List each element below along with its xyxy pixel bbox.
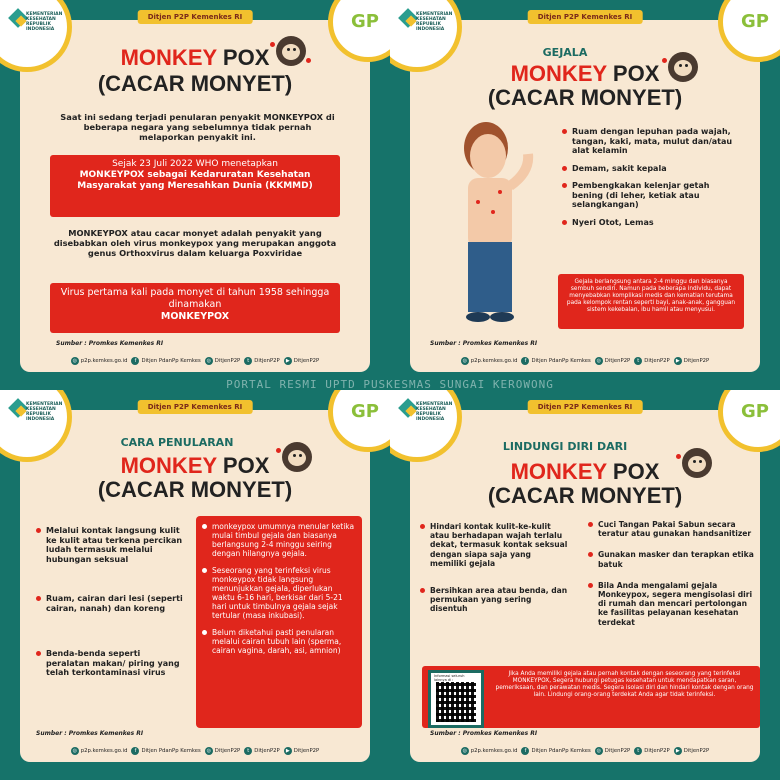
ditjen-tag: Ditjen P2P Kemenkes RI	[138, 400, 253, 414]
transmission-item: Melalui kontak langsung kulit ke kulit atau terkena percikan ludah termasuk melalui hubungan seksual	[36, 526, 186, 564]
title-line2: (CACAR MONYET)	[97, 477, 293, 502]
twitter-icon: t	[244, 747, 252, 755]
title-line2: (CACAR MONYET)	[97, 71, 293, 96]
qr-label: Informasi seluruh lainnya di :	[434, 674, 465, 682]
symptom-item: Pembengkakan kelenjar getah bening (di leher, ketiak atau selangkangan)	[562, 181, 742, 210]
ministry-logo-text: KEMENTERIAN KESEHATAN REPUBLIK INDONESIA	[416, 12, 453, 32]
prevention-item: Cuci Tangan Pakai Sabun secara teratur atau gunakan handsanitizer	[588, 520, 756, 538]
source-note: Sumber : Promkes Kemenkes RI	[430, 340, 538, 347]
ministry-logo-text: KEMENTERIAN KESEHATAN REPUBLIK INDONESIA	[416, 402, 453, 422]
twitter-icon: t	[634, 357, 642, 365]
sick-boy-illustration	[438, 112, 548, 327]
qr-code-icon	[436, 682, 476, 722]
footer-instagram[interactable]: ◎ DitjenP2P	[206, 748, 241, 754]
instagram-icon: ◎	[206, 748, 211, 754]
social-footer	[410, 350, 760, 372]
who-statement-box	[50, 155, 340, 217]
footer-facebook[interactable]: f Ditjen PdanPp Kemkes	[521, 357, 590, 365]
gp-icon: GP	[351, 401, 379, 422]
title-monkey: MONKEY	[510, 459, 607, 484]
footer-twitter[interactable]: t DitjenP2P	[634, 747, 669, 755]
panel-prevention	[390, 390, 780, 780]
history-text: Virus pertama kali pada monyet di tahun 1958 sehingga dinamakan	[60, 287, 330, 310]
twitter-icon: t	[244, 357, 252, 365]
web-icon: ◎	[462, 358, 467, 364]
prevention-item: Bersihkan area atau benda, dan permukaan yang sering disentuh	[420, 586, 570, 614]
section-subtitle: CARA PENULARAN	[120, 436, 234, 449]
symptom-duration-note: Gejala berlangsung antara 2-4 minggu dan biasanya sembuh sendiri. Namun pada beberapa individu, dapat menyebabkan komplikasi medis dan kematian terutama pada kelompok rentan seperti bayi, anak-anak, gangguan sistem kekebalan, ibu hamil atau menyusui.	[558, 274, 744, 329]
social-footer	[20, 350, 370, 372]
gp-icon: GP	[741, 401, 769, 422]
monkey-icon	[682, 448, 712, 478]
transmission-note: monkeypox umumnya menular ketika mulai timbul gejala dan biasanya berlangsung 2-4 minggu seiring dengan hilangnya gejala.	[202, 522, 356, 558]
contact-advice-box: Jika Anda memiliki gejala atau pernah kontak dengan seseorang yang terinfeksi MONKEYPOX, Segera hubungi petugas kesehatan untuk mendapatkan saran, pemeriksaan, dan perawatan medis. Segera isolasi diri dan hindari kontak dengan orang lain. Lindungi orang-orang terdekat Anda agar tidak terinfeksi.	[422, 666, 760, 728]
panel-transmission	[0, 390, 390, 780]
watermark: PORTAL RESMI UPTD PUSKESMAS SUNGAI KEROWONG	[226, 378, 554, 391]
facebook-icon: f	[131, 747, 139, 755]
footer-web[interactable]: ◎ p2p.kemkes.go.id	[462, 748, 518, 754]
prevention-list-left	[420, 522, 570, 622]
symptom-list	[562, 127, 742, 235]
source-note: Sumber : Promkes Kemenkes RI	[56, 340, 164, 347]
title-pox: POX	[222, 45, 270, 70]
prevention-list-right	[588, 520, 756, 635]
virus-dot	[676, 454, 681, 459]
transmission-item: Benda-benda seperti peralatan makan/ piring yang telah terkontaminasi virus	[36, 649, 186, 678]
panel-symptoms	[390, 0, 780, 390]
ministry-logo-text: KEMENTERIAN KESEHATAN REPUBLIK INDONESIA	[26, 12, 63, 32]
virus-dot	[306, 58, 311, 63]
footer-twitter[interactable]: t DitjenP2P	[244, 357, 279, 365]
web-icon: ◎	[72, 358, 77, 364]
source-note: Sumber : Promkes Kemenkes RI	[36, 730, 144, 737]
transmission-item: Ruam, cairan dari lesi (seperti cairan, nanah) dan koreng	[36, 594, 186, 613]
symptom-item: Nyeri Otot, Lemas	[562, 218, 742, 228]
qr-code-card[interactable]	[428, 670, 484, 728]
twitter-icon: t	[634, 747, 642, 755]
title-pox: POX	[612, 61, 660, 86]
page-title	[390, 460, 780, 484]
facebook-icon: f	[521, 357, 529, 365]
who-statement-date: Sejak 23 Juli 2022 WHO menetapkan	[112, 159, 278, 169]
gp-icon: GP	[351, 11, 379, 32]
instagram-icon: ◎	[596, 748, 601, 754]
instagram-icon: ◎	[206, 358, 211, 364]
prevention-item: Gunakan masker dan terapkan etika batuk	[588, 550, 756, 568]
footer-facebook[interactable]: f Ditjen PdanPp Kemkes	[131, 747, 200, 755]
virus-dot	[270, 42, 275, 47]
footer-web[interactable]: ◎ p2p.kemkes.go.id	[462, 358, 518, 364]
ditjen-tag: Ditjen P2P Kemenkes RI	[528, 10, 643, 24]
web-icon: ◎	[462, 748, 467, 754]
history-box	[50, 283, 340, 333]
transmission-note: Belum diketahui pasti penularan melalui cairan tubuh lain (sperma, cairan vagina, darah, asi, amnion)	[202, 628, 356, 655]
instagram-icon: ◎	[596, 358, 601, 364]
transmission-list-right	[196, 516, 362, 728]
web-icon: ◎	[72, 748, 77, 754]
section-subtitle: GEJALA	[542, 46, 588, 59]
prevention-item: Hindari kontak kulit-ke-kulit atau berhadapan wajah terlalu dekat, termasuk kontak seksual dengan siapa saja yang memiliki gejala	[420, 522, 570, 568]
footer-youtube[interactable]: ▶ DitjenP2P	[284, 357, 319, 365]
footer-instagram[interactable]: ◎ DitjenP2P	[206, 358, 241, 364]
page-title	[390, 62, 780, 86]
footer-web[interactable]: ◎ p2p.kemkes.go.id	[72, 748, 128, 754]
definition-text: MONKEYPOX atau cacar monyet adalah penyakit yang disebabkan oleh virus monkeypox yang merupakan anggota genus Orthoxvirus dalam keluarga Poxviridae	[53, 228, 337, 258]
title-line2: (CACAR MONYET)	[487, 483, 683, 508]
facebook-icon: f	[131, 357, 139, 365]
youtube-icon: ▶	[674, 357, 682, 365]
monkey-icon	[282, 442, 312, 472]
footer-youtube[interactable]: ▶ DitjenP2P	[674, 357, 709, 365]
who-statement-body: MONKEYPOX sebagai Kedaruratan Kesehatan Masyarakat yang Meresahkan Dunia (KKMMD)	[77, 170, 313, 191]
ditjen-tag: Ditjen P2P Kemenkes RI	[528, 400, 643, 414]
symptom-item: Demam, sakit kepala	[562, 164, 742, 174]
ministry-logo-text: KEMENTERIAN KESEHATAN REPUBLIK INDONESIA	[26, 402, 63, 422]
source-note: Sumber : Promkes Kemenkes RI	[430, 730, 538, 737]
youtube-icon: ▶	[284, 747, 292, 755]
footer-facebook[interactable]: f Ditjen PdanPp Kemkes	[131, 357, 200, 365]
virus-dot	[276, 448, 281, 453]
intro-text: Saat ini sedang terjadi penularan penyakit MONKEYPOX di beberapa negara yang sebelumnya tidak pernah melaporkan penyakit ini.	[60, 112, 335, 142]
history-highlight: MONKEYPOX	[160, 311, 230, 322]
transmission-list-left	[36, 526, 186, 686]
symptom-item: Ruam dengan lepuhan pada wajah, tangan, kaki, mata, mulut dan/atau alat kelamin	[562, 127, 742, 156]
footer-instagram[interactable]: ◎ DitjenP2P	[596, 748, 631, 754]
panel-intro	[0, 0, 390, 390]
footer-web[interactable]: ◎ p2p.kemkes.go.id	[72, 358, 128, 364]
youtube-icon: ▶	[674, 747, 682, 755]
monkey-icon	[276, 36, 306, 66]
footer-twitter[interactable]: t DitjenP2P	[634, 357, 669, 365]
facebook-icon: f	[521, 747, 529, 755]
footer-youtube[interactable]: ▶ DitjenP2P	[674, 747, 709, 755]
footer-youtube[interactable]: ▶ DitjenP2P	[284, 747, 319, 755]
title-monkey: MONKEY	[510, 61, 607, 86]
prevention-item: Bila Anda mengalami gejala Monkeypox, segera mengisolasi diri di rumah dan mencari pertolongan ke fasilitas pelayanan kesehatan terdekat	[588, 581, 756, 627]
section-subtitle: LINDUNGI DIRI DARI	[502, 440, 628, 453]
title-pox: POX	[222, 453, 270, 478]
youtube-icon: ▶	[284, 357, 292, 365]
title-pox: POX	[612, 459, 660, 484]
social-footer	[20, 740, 370, 762]
social-footer	[410, 740, 760, 762]
footer-twitter[interactable]: t DitjenP2P	[244, 747, 279, 755]
transmission-note: Seseorang yang terinfeksi virus monkeypox tidak langsung menunjukkan gejala, diperlukan waktu 6-16 hari, berkisar dari 5-21 hari untuk timbulnya gejala sejak tertular (masa inkubasi).	[202, 566, 356, 620]
virus-dot	[662, 58, 667, 63]
title-monkey: MONKEY	[120, 45, 217, 70]
footer-instagram[interactable]: ◎ DitjenP2P	[596, 358, 631, 364]
page-title	[0, 454, 390, 478]
ditjen-tag: Ditjen P2P Kemenkes RI	[138, 10, 253, 24]
title-monkey: MONKEY	[120, 453, 217, 478]
title-line2: (CACAR MONYET)	[487, 85, 683, 110]
monkey-icon	[668, 52, 698, 82]
gp-icon: GP	[741, 11, 769, 32]
footer-facebook[interactable]: f Ditjen PdanPp Kemkes	[521, 747, 590, 755]
